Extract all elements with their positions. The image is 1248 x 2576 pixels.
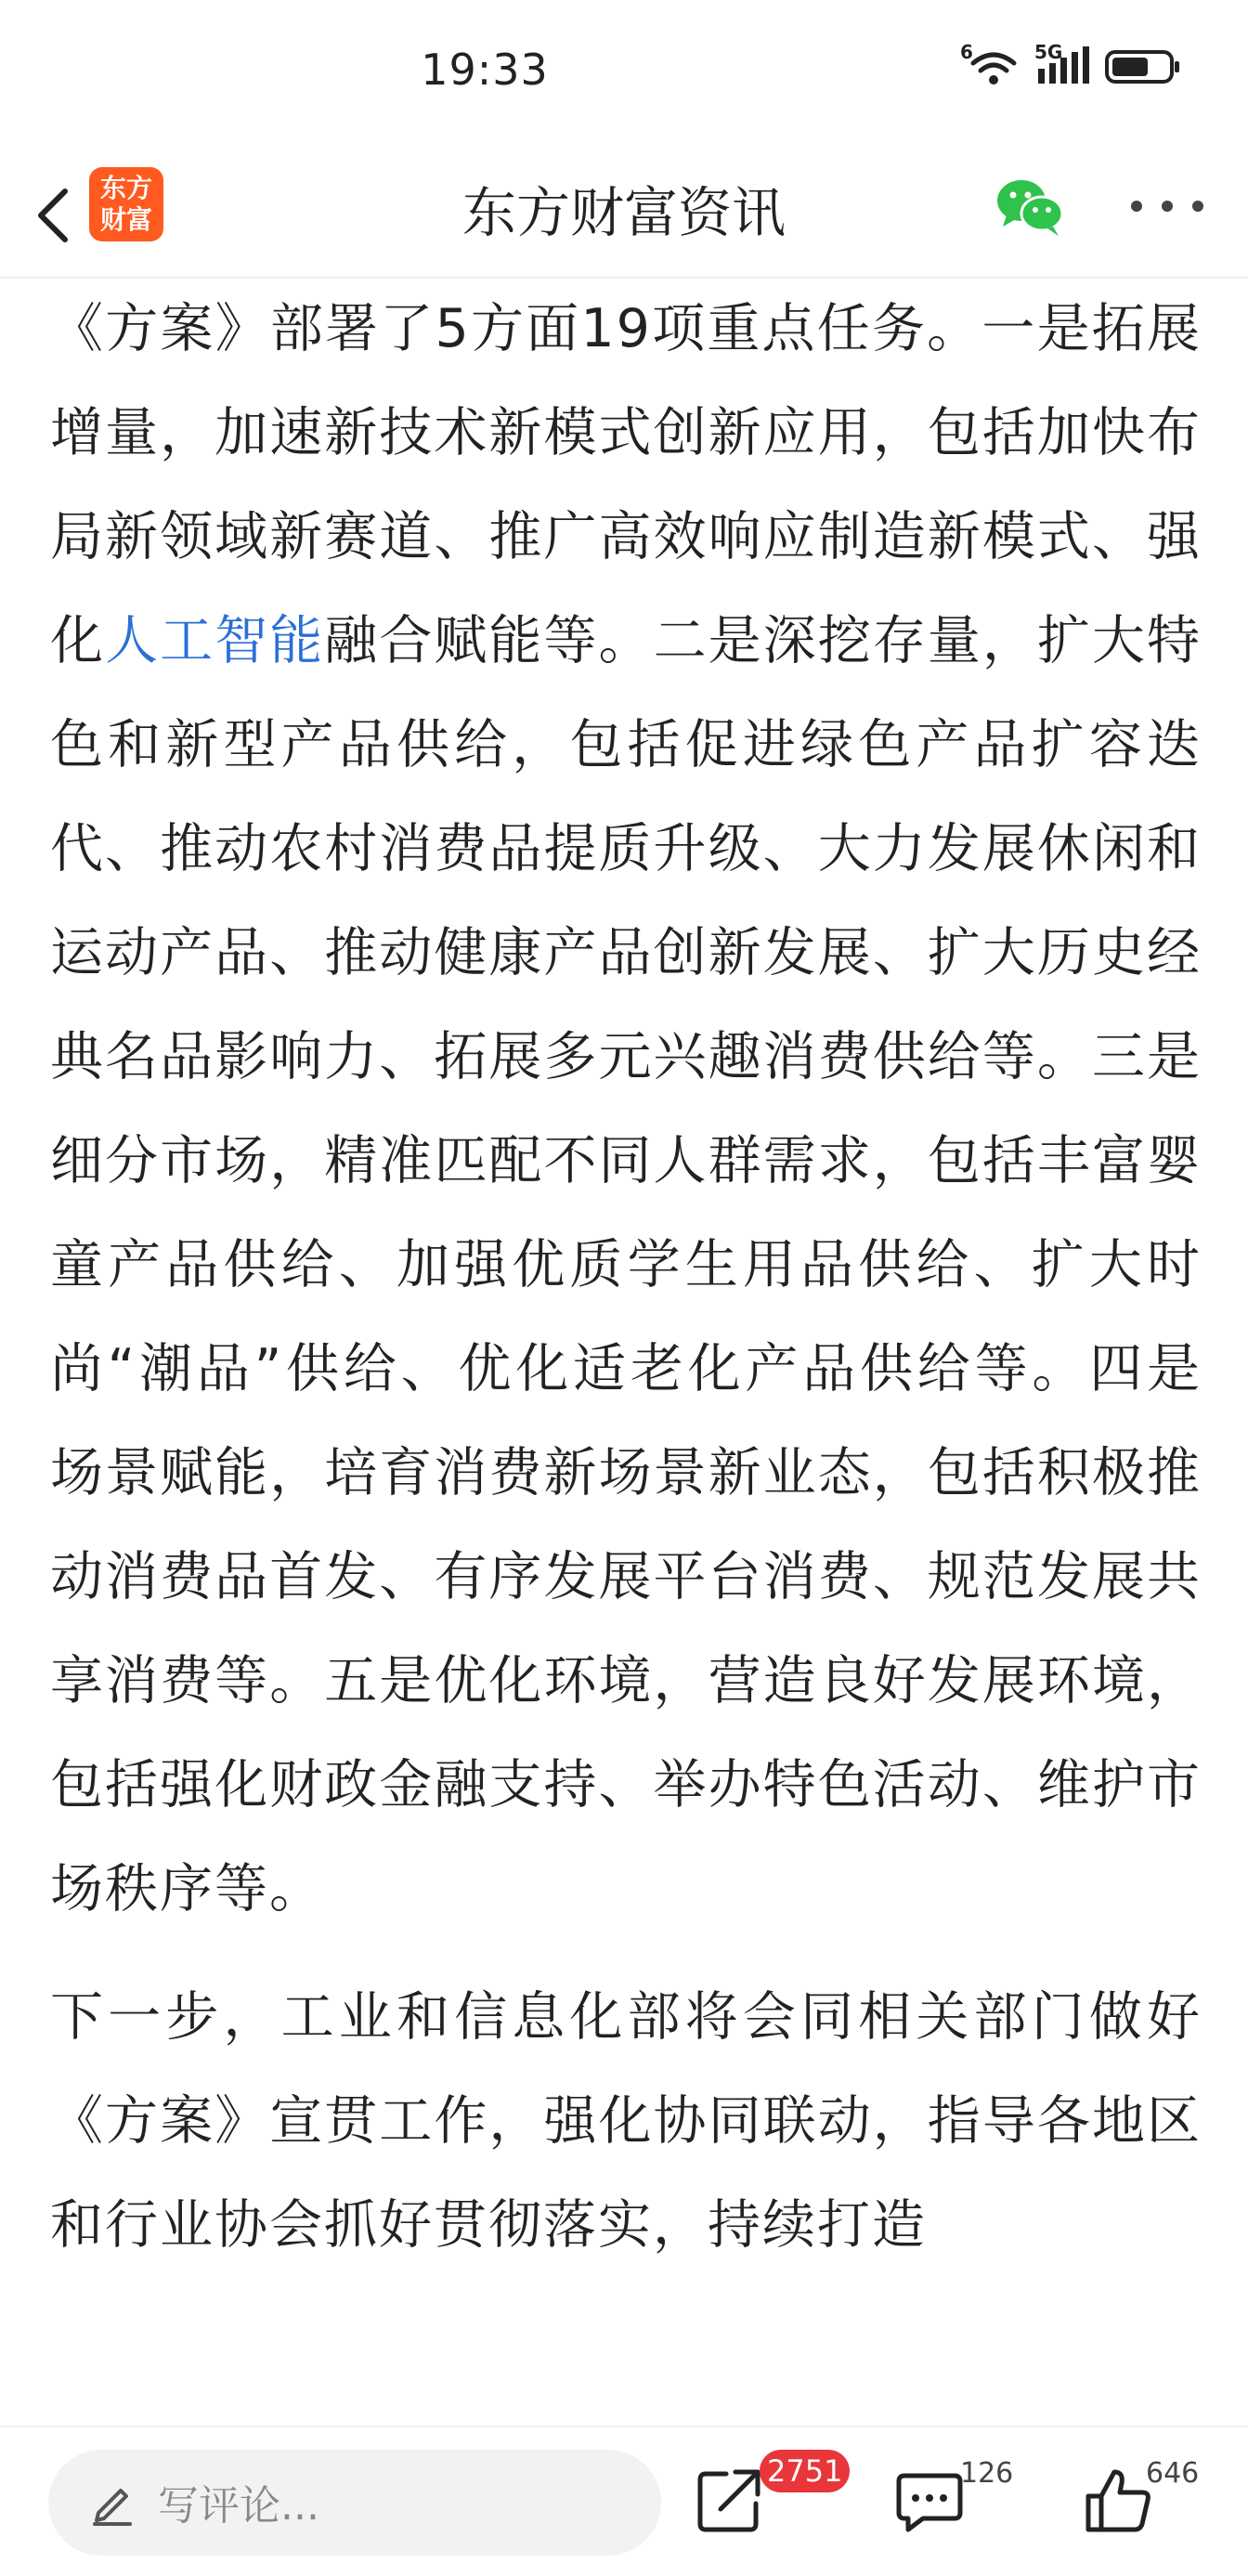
status-icons (960, 41, 1183, 87)
logo-line2: 财富 (99, 204, 152, 235)
comment-icon (895, 2470, 964, 2535)
status-time: 19:33 (421, 45, 549, 95)
stock-topic-link[interactable]: 人工智能 (105, 610, 325, 671)
comment-count: 126 (960, 2457, 1014, 2490)
wifi-label: 6 (960, 41, 973, 63)
comments-button[interactable] (895, 2470, 964, 2535)
article-paragraph: 下一步，工业和信息化部将会同相关部门做好《方案》宣贯工作，强化协同联动，指导各地区和行业协会抓好贯彻落实，持续打造 (50, 1986, 1202, 2256)
nav-bar (0, 149, 1248, 279)
share-icon (695, 2465, 765, 2535)
para1-text-before: 《方案》部署了5方面19项重点任务。一是拓展增量，加速新技术新模式创新应用，包括加快布局新领域新赛道、推广高效响应制造新模式、强化 (50, 298, 1202, 671)
wechat-share-button[interactable] (994, 175, 1068, 240)
like-count: 646 (1146, 2457, 1200, 2490)
battery-icon (1105, 46, 1183, 87)
bottom-bar (0, 2426, 1248, 2576)
more-button[interactable] (1127, 197, 1207, 215)
logo-line1: 东方 (99, 173, 152, 203)
like-button[interactable] (1085, 2465, 1153, 2535)
share-button[interactable] (695, 2465, 765, 2535)
signal-icon (1034, 41, 1092, 87)
share-count-badge: 2751 (760, 2450, 850, 2492)
article-body (50, 277, 1202, 2277)
wifi-icon (960, 41, 1021, 87)
thumbs-up-icon (1085, 2465, 1153, 2535)
signal-label: 5G (1034, 41, 1063, 63)
article-paragraph (50, 277, 1202, 1941)
para1-text-after: 融合赋能等。二是深挖存量，扩大特色和新型产品供给，包括促进绿色产品扩容迭代、推动农村消费品提质升级、大力发展休闲和运动产品、推动健康产品创新发展、扩大历史经典名品影响力、拓展多元兴趣消费供给等。三是细分市场，精准匹配不同人群需求，包括丰富婴童产品供给、加强优质学生用品供给、扩大时尚“潮品”供给、优化适老化产品供给等。四是场景赋能，培育消费新场景新业态，包括积极推动消费品首发、有序发展平台消费、规范发展共享消费等。五是优化环境，营造良好发展环境，包括强化财政金融支持、举办特色活动、维护市场秩序等。 (50, 610, 1202, 1919)
comment-placeholder: 写评论... (158, 2482, 319, 2530)
status-bar (0, 0, 1248, 149)
pen-icon (89, 2478, 136, 2528)
wechat-icon (994, 175, 1068, 240)
more-icon (1127, 197, 1207, 215)
page-title: 东方财富资讯 (462, 181, 786, 244)
comment-input[interactable] (48, 2450, 661, 2556)
